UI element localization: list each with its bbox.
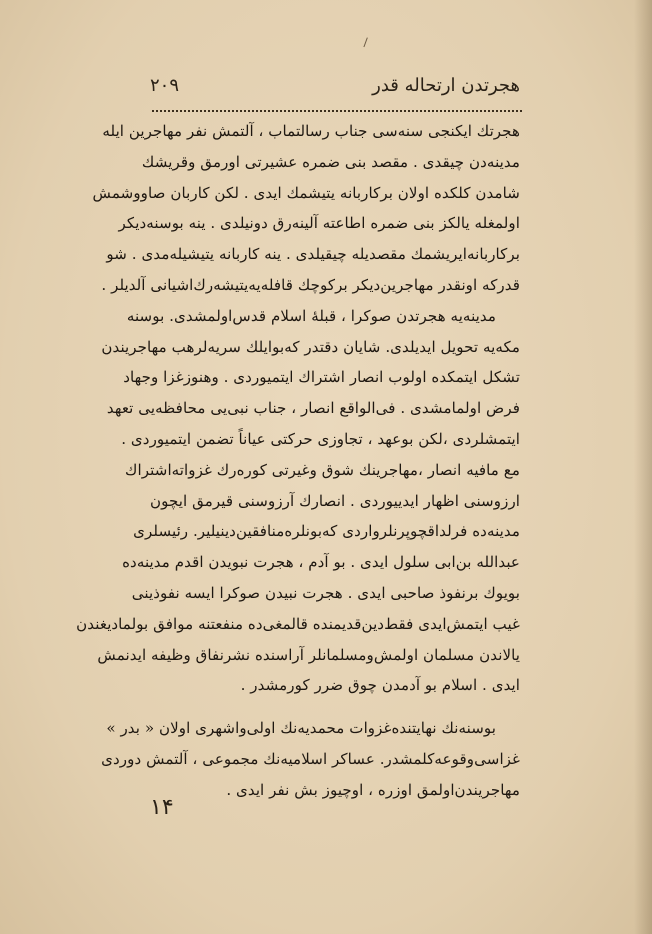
text-line: مع مافیه انصار ،مهاجرینك شوق وغیرتی كوره‌رك غزواته‌اشتراك bbox=[125, 460, 520, 479]
text-line: بوسنه‌نك نهایتنده‌غزوات محمدیه‌نك اولی‌واشهری اولان « بدر » bbox=[106, 719, 496, 738]
text-line: شامدن كلكده اولان بركاربانه یتیشمك ایدی . لكن كاربان صاووشمش bbox=[92, 183, 520, 202]
text-line: مدینه‌یه هجرتدن صوكرا ، قبلهٔ اسلام قدس‌اولمشدی. بوسنه bbox=[126, 306, 496, 325]
text-line: اولمغله یالكز بنی ضمره اطاعته آلینه‌رق دونیلدی . ینه بوسنه‌دیكر bbox=[118, 214, 520, 233]
text-line: ایدی . اسلام بو آدمدن چوق ضرر كورمشدر . bbox=[240, 676, 520, 695]
paragraph-gap bbox=[150, 701, 520, 713]
text-line: فرض اولمامشدی . فی‌الواقع انصار ، جناب نبی‌یی محافظه‌یی تعهد bbox=[106, 399, 520, 418]
text-line: مكه‌یه تحویل ایدیلدی. شایان دقتدر كه‌بوایلك سریه‌لرهب مهاجریندن bbox=[101, 337, 520, 356]
text-line: غزاسی‌وقوعه‌كلمشدر. عساكر اسلامیه‌نك مجموعی ، آلتمش دوردی bbox=[101, 749, 520, 768]
text-line: تشكل ایتمكده اولوب انصار اشتراك ایتمیوردی . وهنوزغزا وجهاد bbox=[123, 368, 520, 387]
text-line: غیب ایتمش‌ایدی فقط‌دین‌قدیمنده قالمغی‌ده منفعتنه موافق بولمادیغندن bbox=[76, 614, 520, 633]
printer-signature-mark: ۱۴ bbox=[150, 795, 174, 820]
paragraph bbox=[92, 116, 520, 301]
text-line: ایتمشلردی ،لكن بوعهد ، تجاوزی حركتی عیاناً تضمن ایتمیوردی . bbox=[121, 429, 520, 448]
text-line: مهاجریندن‌اولمق اوزره ، اوچیوز بش نفر ایدی . bbox=[226, 780, 520, 799]
running-header bbox=[150, 70, 520, 100]
page-number: ۲۰۹ bbox=[150, 74, 180, 96]
text-line: بركاربانه‌ایریشمك مقصدیله چیقیلدی . ینه كاربانه یتیشیله‌مدی . شو bbox=[106, 245, 520, 264]
text-line: عبدالله بن‌ابی سلول ایدی . بو آدم ، هجرت نبویدن اقدم مدینه‌ده bbox=[122, 553, 520, 572]
text-line: قدركه اونقدر مهاجرین‌دیكر بركوچك قافله‌یه‌یتیشه‌رك‌اشیانی آلدیلر . bbox=[101, 275, 520, 294]
header-dotted-rule bbox=[152, 110, 522, 112]
running-title: هجرتدن ارتحاله قدر bbox=[372, 74, 520, 96]
text-line: بویوك برنفوذ صاحبی ایدی . هجرت نبیدن صوكرا ایسه نفوذینی bbox=[131, 583, 520, 602]
text-line: هجرتك ایكنجی سنه‌سی جناب رسالتماب ، آلتمش نفر مهاجرین ایله bbox=[102, 122, 520, 140]
gutter-shadow bbox=[634, 0, 652, 934]
text-line: مدینه‌دن چیقدی . مقصد بنی ضمره عشیرتی اورمق وقریشك bbox=[141, 152, 520, 171]
text-line: مدینه‌ده فرلداقچوپرنلرواردی كه‌بونلره‌منافقین‌دینیلیر. رئیسلری bbox=[133, 522, 520, 541]
text-line: ارزوسنی اظهار ایدییوردی . انصارك آرزوسنی قیرمق ایچون bbox=[150, 491, 520, 510]
pencil-mark bbox=[363, 37, 371, 48]
paragraph bbox=[76, 301, 520, 701]
body-text bbox=[76, 116, 520, 806]
paragraph bbox=[101, 713, 520, 805]
text-line: یالاندن مسلمان اولمش‌ومسلمانلر آراسنده نشرنفاق وظیفه ایدنمش bbox=[97, 645, 520, 664]
